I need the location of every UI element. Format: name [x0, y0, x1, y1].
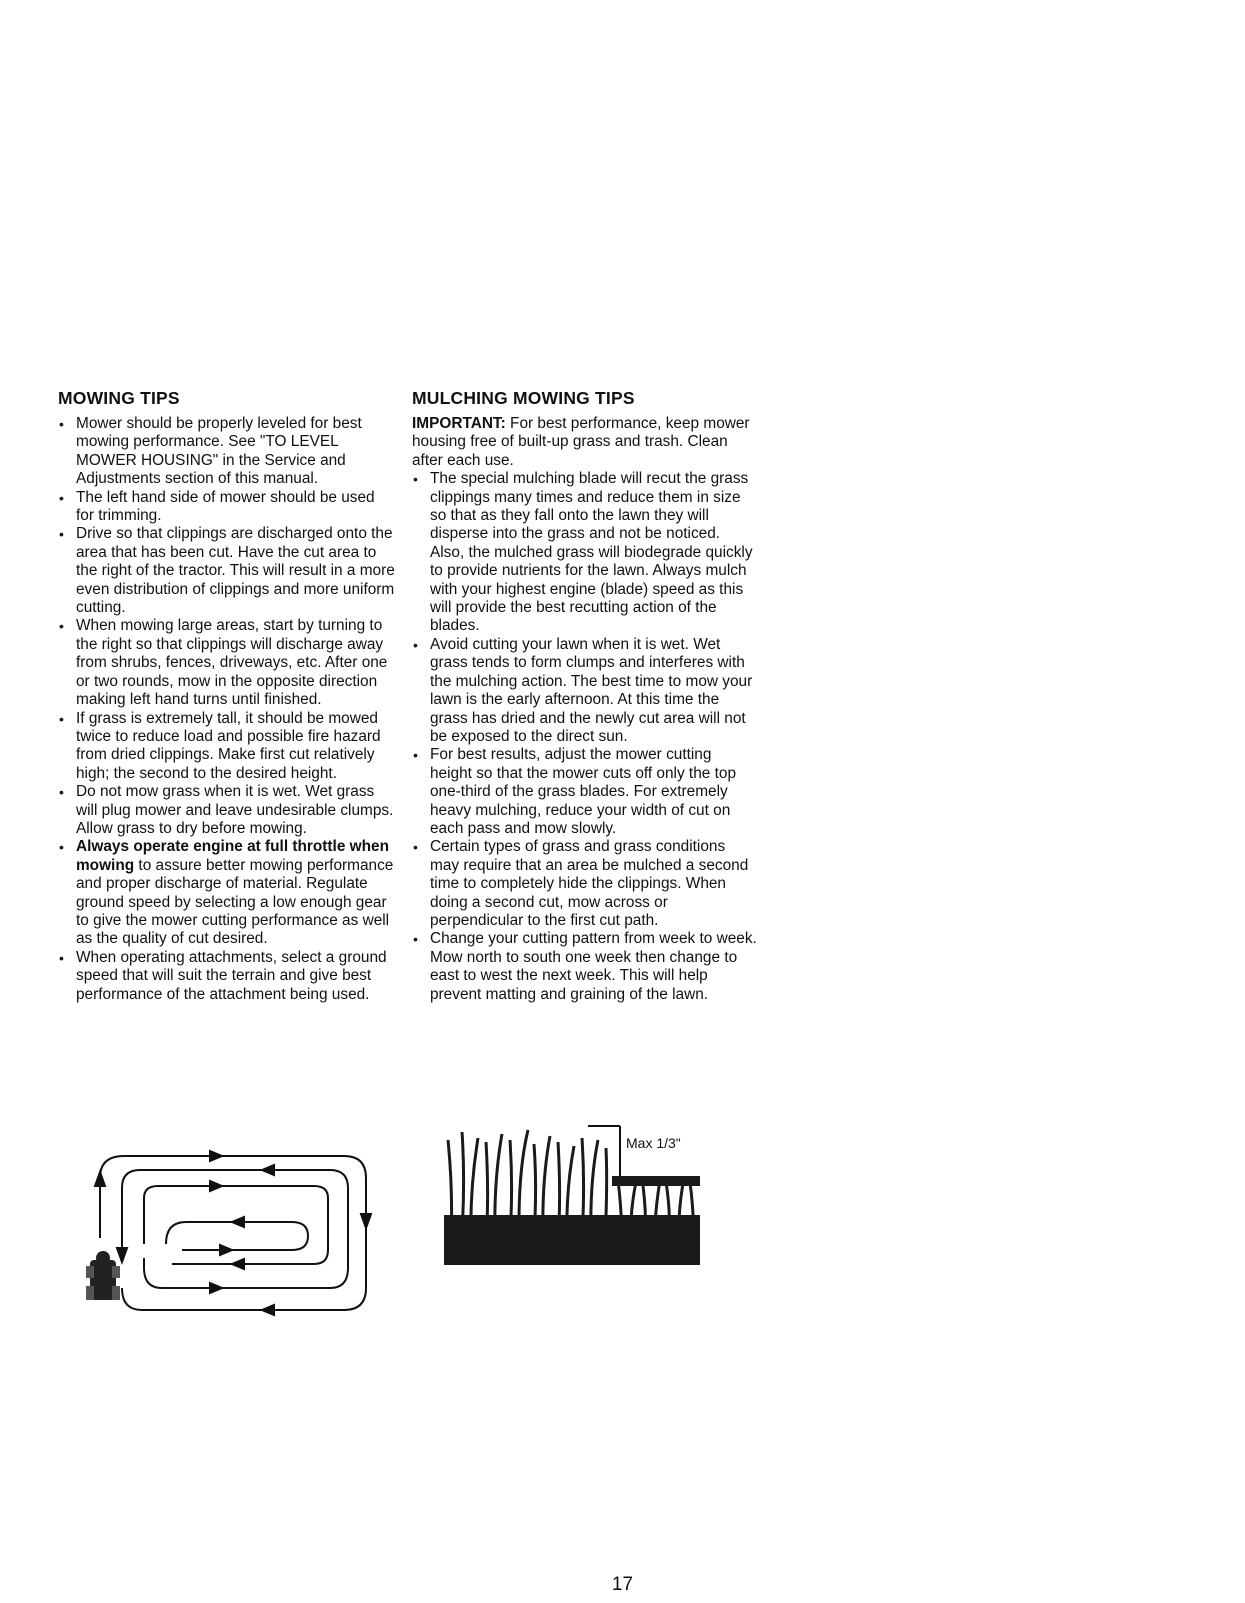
important-text: For best performance, keep mower housing free of built-up grass and trash. Clean after each use. — [412, 415, 750, 469]
important-note — [412, 415, 757, 470]
list-item: • Change your cutting pattern from week to week. Mow north to south one week then change to east to west the next week. This will help prevent matting and graining of the lawn. — [412, 930, 757, 1004]
mulching-tips-section — [412, 388, 757, 1004]
list-item: • Drive so that clippings are discharged onto the area that has been cut. Have the cut area to the right of the tractor. This will result in a more even distribution of clippings and more uniform cutting. — [58, 525, 396, 617]
mowing-tips-list — [58, 415, 396, 1004]
mulching-tips-heading: MULCHING MOWING TIPS — [412, 388, 635, 408]
throttle-text: to assure better mowing performance and proper discharge of material. Regulate ground speed by selecting a low enough gear to give the mower cutting performance as well as the quality of cut desired. — [76, 856, 394, 948]
mowing-pattern-illustration — [82, 1148, 382, 1318]
list-item: • When operating attachments, select a ground speed that will suit the terrain and give best performance of the attachment being used. — [58, 949, 396, 1004]
list-item: • Mower should be properly leveled for best mowing performance. See "TO LEVEL MOWER HOUSING" in the Service and Adjustments section of this manual. — [58, 415, 396, 489]
tractor-icon — [86, 1251, 120, 1300]
list-item: • The left hand side of mower should be used for trimming. — [58, 489, 396, 526]
list-item: • For best results, adjust the mower cutting height so that the mower cuts off only the top one-third of the grass blades. For extremely heavy mulching, reduce your width of cut on each pass and mow slowly. — [412, 746, 757, 838]
list-item: • Avoid cutting your lawn when it is wet. Wet grass tends to form clumps and interferes with the mulching action. The best time to mow your lawn is the early afternoon. At this time the grass has dried and the newly cut area will not be exposed to the direct sun. — [412, 636, 757, 746]
list-item: • Do not mow grass when it is wet. Wet grass will plug mower and leave undesirable clumps. Allow grass to dry before mowing. — [58, 783, 396, 838]
list-item-throttle — [58, 838, 396, 948]
list-item: • The special mulching blade will recut the grass clippings many times and reduce them in size so that as they fall onto the lawn they will disperse into the grass and not be noticed. Also, the mulched grass will biodegrade quickly to provide nutrients for the lawn. Always mulch with your highest engine (blade) speed as this will provide the best recutting action of the blades. — [412, 470, 757, 636]
mowing-tips-heading: MOWING TIPS — [58, 388, 180, 408]
list-item: • If grass is extremely tall, it should be mowed twice to reduce load and possible fire hazard from dried clippings. Make first cut relatively high; the second to the desired height. — [58, 710, 396, 784]
important-label: IMPORTANT: — [412, 415, 506, 432]
page-number: 17 — [611, 1574, 634, 1595]
throttle-emphasis: Always operate engine at full throttle when mowing — [76, 838, 389, 874]
mulching-tips-list — [412, 470, 757, 1004]
list-item: • When mowing large areas, start by turning to the right so that clippings will discharge away from shrubs, fences, driveways, etc. After one or two rounds, mow in the opposite direction making left hand turns until finished. — [58, 617, 396, 709]
max-height-label: Max 1/3" — [626, 1135, 681, 1151]
mowing-tips-section — [58, 388, 396, 1004]
list-item: • Certain types of grass and grass conditions may require that an area be mulched a second time to completely hide the clippings. When doing a second cut, mow across or perpendicular to the first cut path. — [412, 838, 757, 930]
